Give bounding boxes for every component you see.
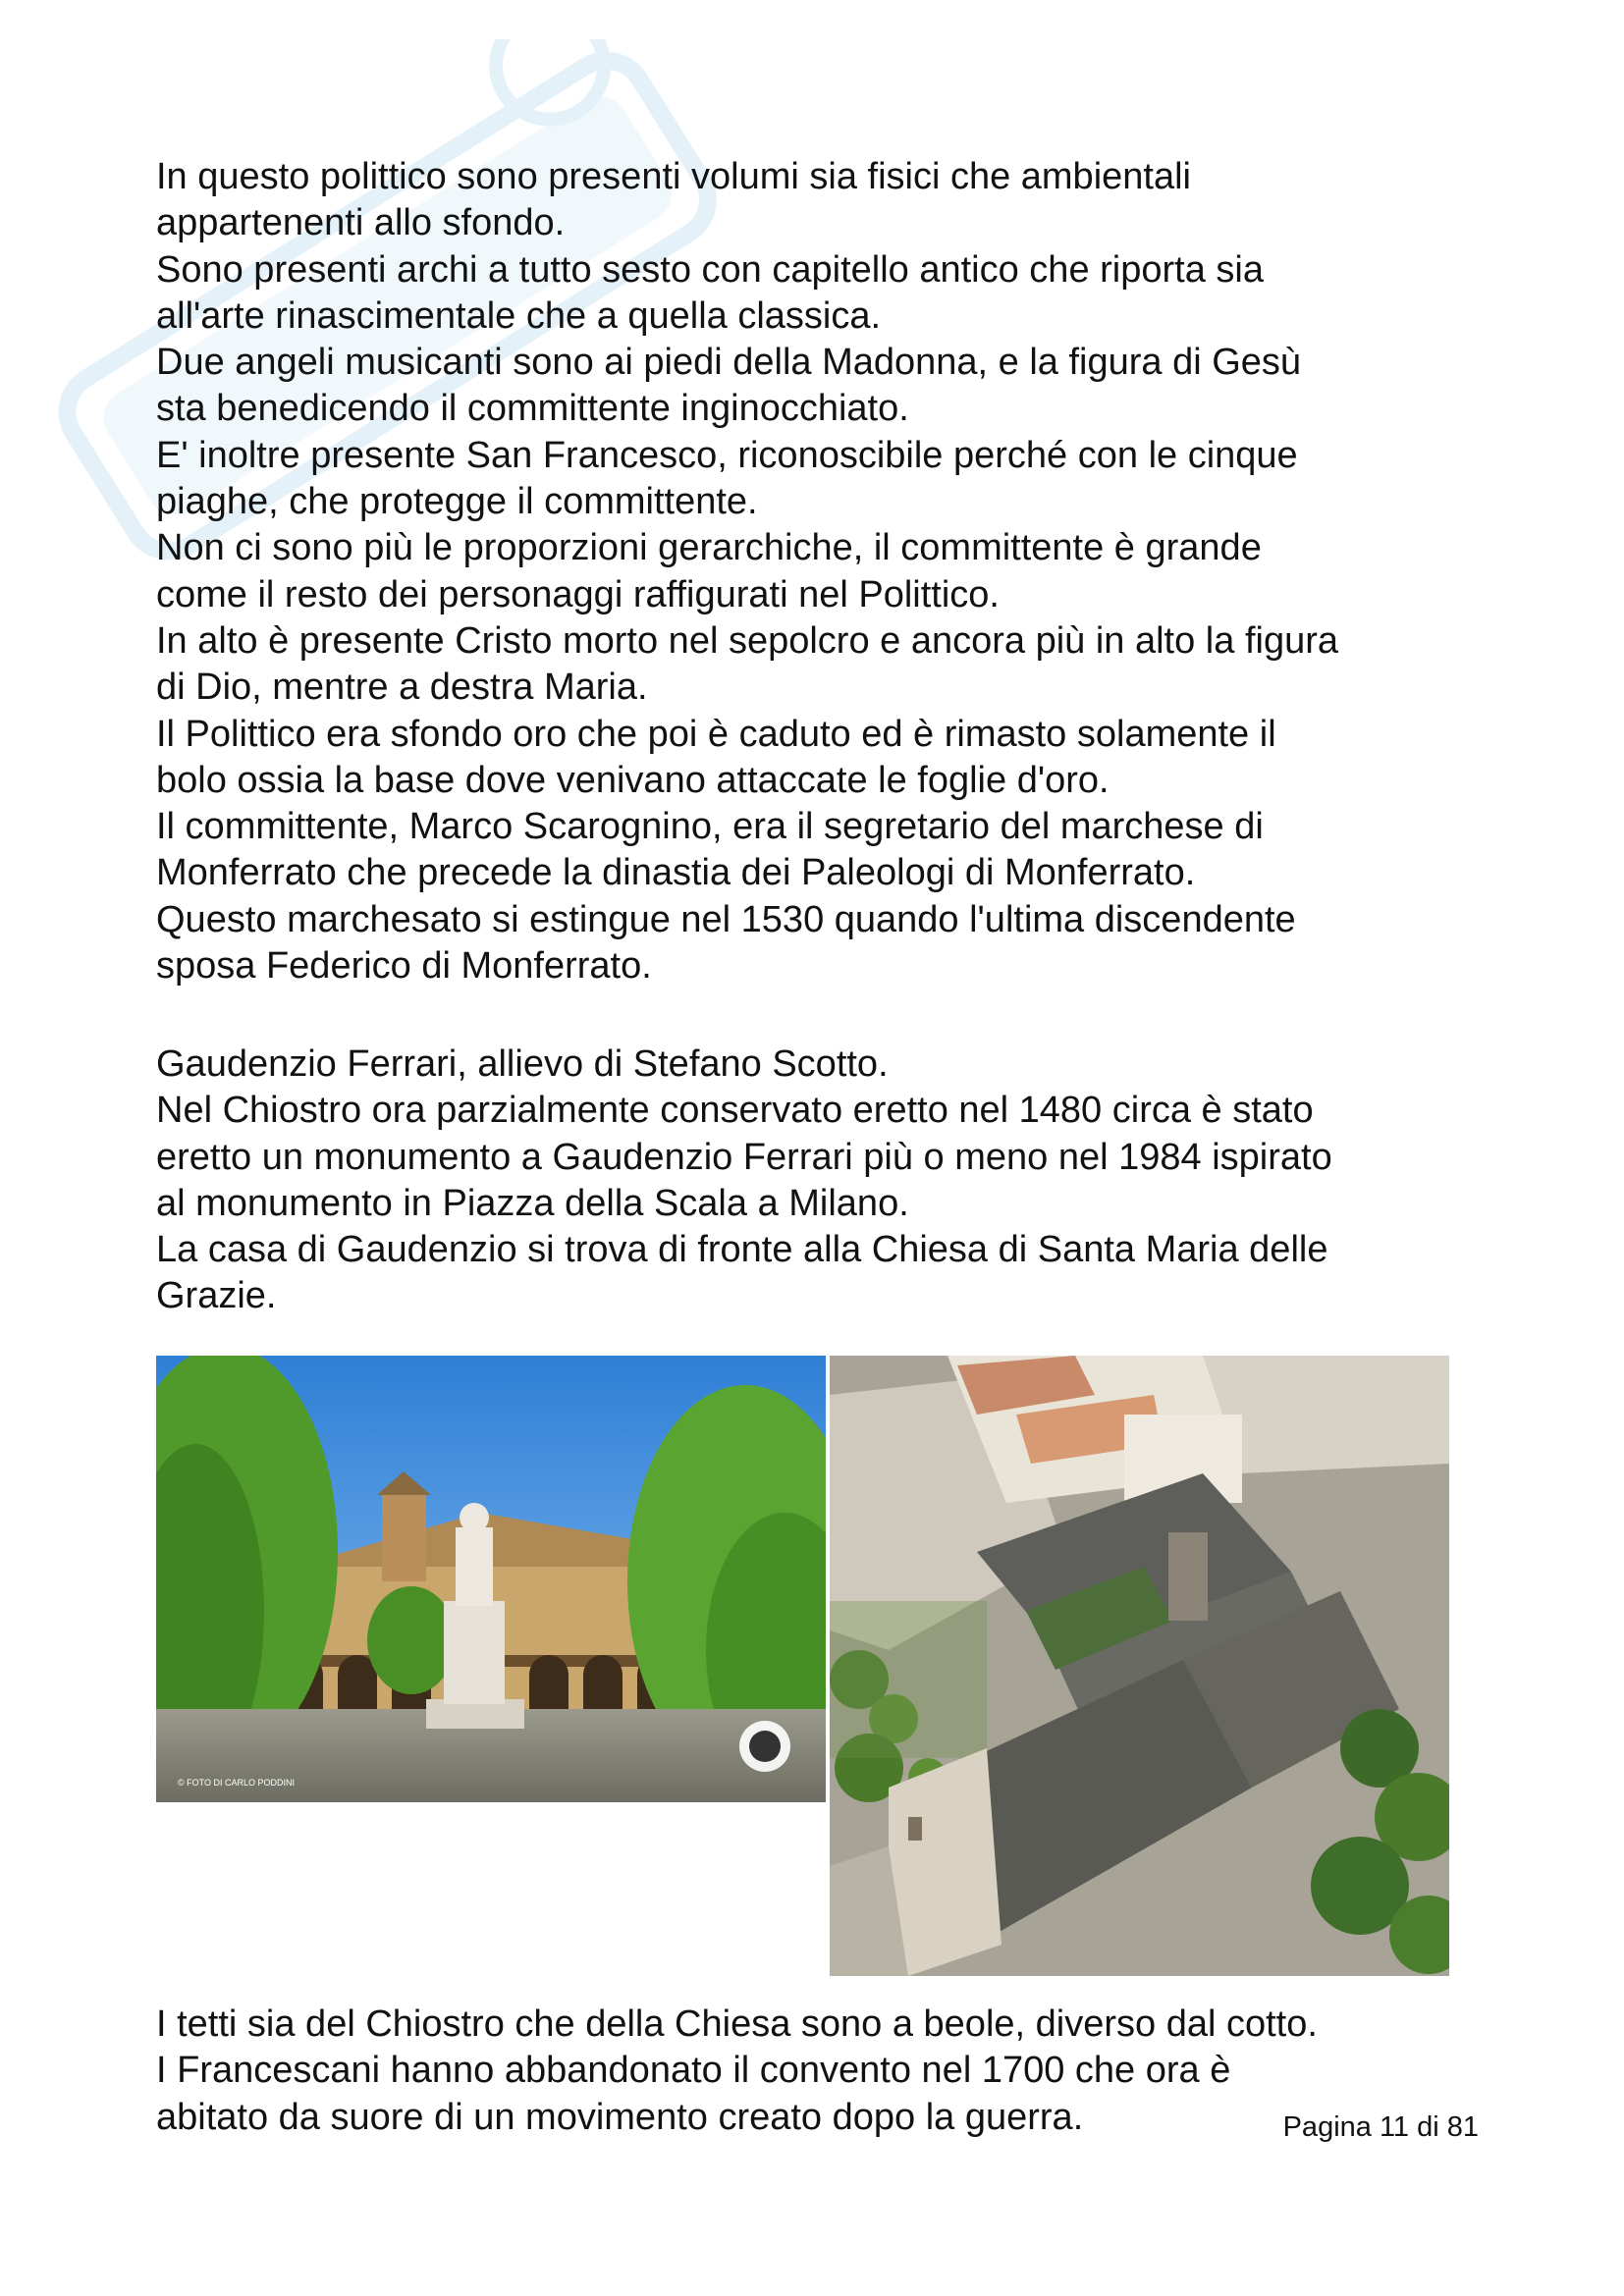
text-line: I Francescani hanno abbandonato il convento nel 1700 che ora è (156, 2050, 1231, 2092)
text-line: piaghe, che protegge il committente. (156, 481, 758, 523)
photo-monument-cloister (156, 1356, 826, 1802)
text-line: Monferrato che precede la dinastia dei Paleologi di Monferrato. (156, 852, 1196, 894)
page-number: Pagina 11 di 81 (1282, 2111, 1479, 2143)
text-line: Grazie. (156, 1275, 277, 1317)
text-line: eretto un monumento a Gaudenzio Ferrari più o meno nel 1984 ispirato (156, 1136, 1332, 1178)
text-line: Due angeli musicanti sono ai piedi della Madonna, e la figura di Gesù (156, 342, 1302, 384)
text-line: E' inoltre presente San Francesco, riconoscibile perché con le cinque (156, 434, 1298, 476)
text-line: come il resto dei personaggi raffigurati nel Polittico. (156, 573, 1000, 615)
text-line: Il committente, Marco Scarognino, era il segretario del marchese di (156, 806, 1264, 848)
text-line: Nel Chiostro ora parzialmente conservato eretto nel 1480 circa è stato (156, 1090, 1314, 1132)
text-line: sta benedicendo il committente inginocchiato. (156, 388, 909, 430)
text-line: In alto è presente Cristo morto nel sepolcro e ancora più in alto la figura (156, 619, 1338, 662)
text-line: Sono presenti archi a tutto sesto con capitello antico che riporta sia (156, 248, 1264, 291)
text-line: Gaudenzio Ferrari, allievo di Stefano Scotto. (156, 1043, 889, 1085)
text-line: Il Polittico era sfondo oro che poi è caduto ed è rimasto solamente il (156, 713, 1276, 755)
text-line: abitato da suore di un movimento creato dopo la guerra. (156, 2096, 1084, 2138)
photo-credit: © FOTO DI CARLO PODDINI (178, 1778, 295, 1788)
paragraph-gaudenzio (156, 1041, 1531, 1320)
text-line: al monumento in Piazza della Scala a Milano. (156, 1182, 909, 1224)
paragraph-intro (156, 154, 1531, 989)
text-line: di Dio, mentre a destra Maria. (156, 667, 648, 709)
text-line: all'arte rinascimentale che a quella classica. (156, 294, 882, 337)
text-line: In questo polittico sono presenti volumi sia fisici che ambientali (156, 156, 1191, 197)
text-line: I tetti sia del Chiostro che della Chiesa sono a beole, diverso dal cotto. (156, 2003, 1318, 2045)
text-line: Questo marchesato si estingue nel 1530 quando l'ultima discendente (156, 898, 1296, 940)
text-line: appartenenti allo sfondo. (156, 202, 566, 244)
text-line: sposa Federico di Monferrato. (156, 945, 652, 988)
photo-aerial-church (830, 1356, 1449, 1976)
text-line: Non ci sono più le proporzioni gerarchiche, il committente è grande (156, 527, 1262, 569)
text-line: bolo ossia la base dove venivano attaccate le foglie d'oro. (156, 759, 1110, 801)
text-line: La casa di Gaudenzio si trova di fronte alla Chiesa di Santa Maria delle (156, 1229, 1328, 1271)
